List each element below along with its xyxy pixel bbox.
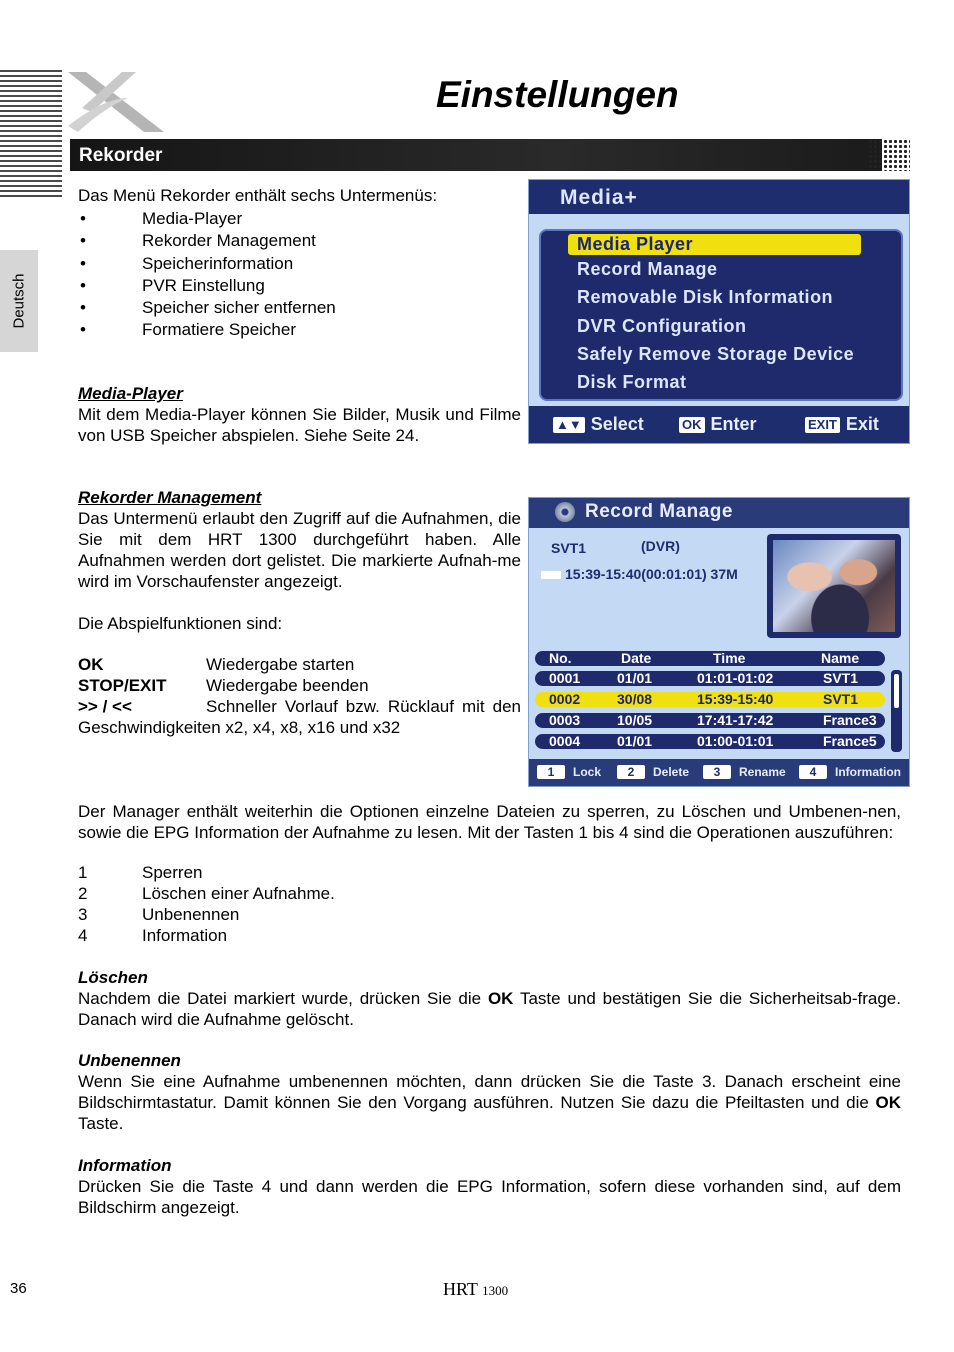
page-title: Einstellungen bbox=[436, 74, 679, 115]
list-item: 1 Sperren bbox=[78, 863, 203, 882]
exit-hint: EXIT Exit bbox=[805, 414, 879, 435]
information-text: Drücken Sie die Taste 4 und dann werden die EPG Information, sofern diese vorhanden sind, auf dem Bildschirm angezeigt. bbox=[78, 1177, 901, 1217]
decorative-dots bbox=[868, 139, 910, 171]
media-player-heading: Media-Player bbox=[78, 384, 183, 403]
list-item: 3 Unbenennen bbox=[78, 905, 240, 924]
loeschen-heading: Löschen bbox=[78, 968, 148, 987]
play-functions bbox=[78, 654, 521, 738]
information-hint: 4 Information bbox=[799, 765, 901, 779]
brand-x-logo bbox=[64, 68, 168, 134]
ok-key-icon: OK bbox=[679, 417, 705, 433]
function-row: OK Wiedergabe starten bbox=[78, 655, 355, 674]
loeschen-text: Nachdem die Datei markiert wurde, drücken Sie die OK Taste und bestätigen Sie die Sicherheitsab-frage. Danach wird die Aufnahme gelöscht. bbox=[78, 989, 901, 1029]
list-item: 2 Löschen einer Aufnahme. bbox=[78, 884, 335, 903]
record-manage-title: Record Manage bbox=[585, 501, 733, 522]
list-item: • Speicherinformation bbox=[80, 253, 294, 273]
list-item: 4 Information bbox=[78, 926, 228, 945]
media-menu-title: Media+ bbox=[560, 186, 638, 209]
menu-item-disk-format[interactable]: Disk Format bbox=[577, 372, 687, 392]
unbenennen-text: Wenn Sie eine Aufnahme umbenennen möchten, dann drücken Sie die Taste 3. Danach erscheint eine Bildschirmtastatur. Damit können Sie den Vorgang ausführen. Nutzen Sie dazu die Pfeiltasten und die OK Taste. bbox=[78, 1072, 901, 1133]
enter-hint: OK Enter bbox=[679, 414, 757, 435]
rec-management-heading: Rekorder Management bbox=[78, 488, 262, 507]
section-header bbox=[70, 139, 882, 171]
footer-brand: HRT 1300 bbox=[443, 1279, 509, 1299]
record-manage-header bbox=[529, 498, 909, 528]
language-label: Deutsch bbox=[10, 273, 28, 329]
manager-text: Der Manager enthält weiterhin die Optionen einzelne Dateien zu sperren, zu Löschen und Umbenen-nen, sowie die EPG Information der Aufnahme zu lesen. Mit der Tasten 1 bis 4 sind die Operationen auszuführen: bbox=[78, 802, 901, 842]
media-menu-screenshot bbox=[528, 179, 910, 444]
function-row: STOP/EXIT Wiedergabe beenden bbox=[78, 676, 369, 695]
submenu-list bbox=[78, 208, 522, 342]
record-manage-screenshot bbox=[528, 497, 910, 787]
media-menu-footer bbox=[529, 406, 909, 443]
menu-item-record-manage[interactable]: Record Manage bbox=[577, 259, 718, 279]
table-header: No. Date Time Name bbox=[535, 651, 885, 666]
table-row[interactable]: 0003 10/05 17:41-17:42 France3 bbox=[535, 713, 885, 728]
media-menu-list bbox=[539, 229, 903, 401]
list-item: • Rekorder Management bbox=[80, 231, 316, 251]
list-item: • Media-Player bbox=[80, 209, 243, 228]
list-item: • Formatiere Speicher bbox=[80, 320, 297, 340]
unbenennen-heading: Unbenennen bbox=[78, 1051, 181, 1070]
information-heading: Information bbox=[78, 1156, 172, 1175]
select-hint: ▲▼ Select bbox=[553, 414, 644, 435]
section-title: Rekorder bbox=[79, 145, 163, 166]
menu-item-removable-disk-info[interactable]: Removable Disk Information bbox=[577, 287, 834, 307]
menu-item-dvr-configuration[interactable]: DVR Configuration bbox=[577, 316, 747, 336]
table-row[interactable]: 0002 30/08 15:39-15:40 SVT1 bbox=[535, 692, 885, 707]
preview-window bbox=[767, 534, 901, 638]
menu-item-media-player[interactable]: Media Player bbox=[568, 234, 861, 255]
scrollbar-thumb bbox=[894, 674, 899, 708]
exit-key-icon: EXIT bbox=[805, 417, 840, 433]
page-number: 36 bbox=[10, 1280, 27, 1297]
media-player-text: Mit dem Media-Player können Sie Bilder, Musik und Filme von USB Speicher abspielen. Siehe Seite 24. bbox=[78, 405, 521, 445]
progress-icon bbox=[541, 571, 561, 579]
play-functions-intro: Die Abspielfunktionen sind: bbox=[78, 614, 283, 633]
record-type: (DVR) bbox=[641, 538, 680, 554]
disc-icon bbox=[555, 502, 575, 522]
preview-image bbox=[773, 540, 895, 632]
table-row[interactable]: 0001 01/01 01:01-01:02 SVT1 bbox=[535, 671, 885, 686]
language-tab bbox=[0, 250, 38, 352]
list-item: • Speicher sicher entfernen bbox=[80, 298, 336, 318]
channel-name: SVT1 bbox=[551, 540, 587, 556]
delete-hint: 2 Delete bbox=[617, 765, 689, 779]
record-manage-footer bbox=[529, 759, 909, 786]
media-menu-header bbox=[529, 180, 909, 214]
table-scrollbar[interactable] bbox=[891, 670, 902, 752]
list-item: • PVR Einstellung bbox=[80, 275, 265, 295]
operations-list bbox=[78, 862, 678, 946]
decorative-stripes bbox=[0, 70, 62, 198]
rename-hint: 3 Rename bbox=[703, 765, 786, 779]
intro-text: Das Menü Rekorder enthält sechs Untermenüs: bbox=[78, 186, 438, 205]
program-info: 15:39-15:40(00:01:01) 37M bbox=[541, 566, 738, 582]
arrow-keys-icon: ▲▼ bbox=[553, 417, 585, 433]
lock-hint: 1 Lock bbox=[537, 765, 601, 779]
function-row: >> / << Schneller Vorlauf bzw. Rücklauf mit den Geschwindigkeiten x2, x4, x8, x16 und x32 bbox=[78, 697, 521, 737]
table-row[interactable]: 0004 01/01 01:00-01:01 France5 bbox=[535, 734, 885, 749]
rec-management-text: Das Untermenü erlaubt den Zugriff auf die Aufnahmen, die Sie mit dem HRT 1300 durchgeführt haben. Alle Aufnahmen werden dort gelistet. Die markierte Aufnah-me wird im Vorschaufenster angezeigt. bbox=[78, 509, 521, 591]
menu-item-safely-remove[interactable]: Safely Remove Storage Device bbox=[577, 344, 855, 364]
